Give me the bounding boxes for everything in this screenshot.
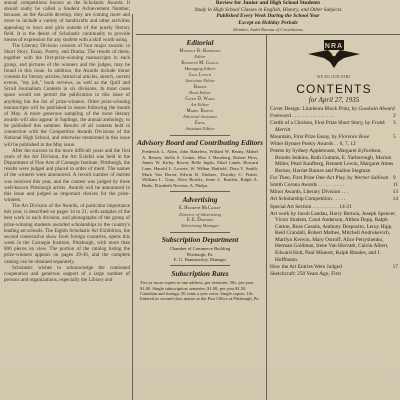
toc-entry[interactable]: 5 Mountain, First Prize Essay, by Florence Rose xyxy=(270,133,396,140)
masthead-tagline: Review for Junior and High School Students xyxy=(215,0,321,6)
logo-text: NRA xyxy=(324,43,344,50)
editorial-heading: Editorial xyxy=(186,38,214,47)
advertising-role: Director of Advertising xyxy=(179,211,221,217)
toc-entry[interactable] xyxy=(270,189,398,196)
subscription-line: E. G. Hammersley, Manager xyxy=(173,257,227,263)
toc-entry[interactable] xyxy=(270,148,398,174)
toc-entry-text: Poems by Sydney Appleboom, Margaret Eyfordson, Brooks Jenkins, Ruth Gumms, E. Yarborough, Marion Miller, Pearl Kaufberg, Rennett Lewin, Margaret Ames Becker, Harriet Barnes and Pauline Stegman xyxy=(270,148,394,174)
toc-entry-text: Smith Corona Awards . . . . . . . . . . xyxy=(270,182,344,189)
toc-entry-text: Minor Awards, Literary Division . . . xyxy=(270,189,349,196)
staff-name: Gwen D. Ward xyxy=(185,97,215,102)
staff-name: Edna xyxy=(195,121,205,126)
toc-entry-text: Art work by Jacob Landau, Harry Bertoia, Joseph Spencer, Victor Student, Carol Anderson, Althea Dopp, Ralph Cotton, Rose Cusatis, Anthony Desposito, Leroy Hipp, Reid Crandall, Robert Mathes, Mitchell Andrukevich, Marilyn Kerwin, Mary Ostroff, Alice Petryshenko, Herman Goldman, Irene Van Horvath, Calvin Albert, Edward Holt, Paul Mineart, Ralph Rhodes, and J. Hoffmann. xyxy=(270,210,397,263)
contents-date: for April 27, 1935 xyxy=(308,96,360,104)
advisory-board-names: Frederick L. Allen, John Bakeless, Willard W. Beatty, Mabel A. Bessey, Stella S. Center, Max J. Herzberg, Robert Hoss, James W. Kirby, Rewey Belle Inglis, Ethel Lamb, Howard Lane, Harold L. Lowrie, W. Wilbur Hatfield, Dora V. Smith, Mark Van Doren, Edwin R. Embree, Dorothy C. Fisher, William L. Gray, Alice Brooks, Irene L. Bartlett, Ralph A. Beals, Elizabeth Newton, A. Phelps. xyxy=(142,149,258,188)
masthead-published: Published Every Week During the School Year xyxy=(216,13,320,20)
toc-entry-text: For Then, First Prize One-Act Play, by xyxy=(270,175,353,182)
staff-role: Editor xyxy=(194,54,206,60)
toc-entry[interactable] xyxy=(270,196,398,203)
toc-entry[interactable] xyxy=(270,106,398,113)
advertising-name: E. Hildreth McCaskey xyxy=(179,206,221,212)
staff-name: Maurice R. Robinson xyxy=(179,49,221,54)
subscription-line: Chamber of Commerce Building xyxy=(169,246,231,252)
toc-entry-text: Art Scholarship Competition . . . . . xyxy=(270,196,346,203)
table-of-contents xyxy=(270,106,398,277)
masthead-member: Member, Audit Bureau of Circulations xyxy=(232,26,304,32)
staff-name: Jack Lynch xyxy=(188,73,212,78)
toc-entry-author: Florence Rose xyxy=(338,133,370,140)
toc-entry[interactable] xyxy=(270,271,398,278)
contents-title: CONTENTS xyxy=(296,82,372,96)
column-divider xyxy=(266,34,267,400)
subscription-line: Pittsburgh, Pa. xyxy=(186,251,214,257)
column-divider xyxy=(132,14,133,400)
staff-role: Managing Editor xyxy=(184,66,216,72)
toc-entry[interactable]: 3 Credit of a Chicken, First Prize Short Story, by Frank Merritt xyxy=(270,120,396,133)
toc-entry-text: How the Art Entries Were Judged xyxy=(270,263,342,270)
foreword-paragraph: The Art Division of the Awards, of particular importance this year, is described on pages 14 to 21, with samples of the best work in each division, and photographs of the group of prize-winning students awarded scholarships to the country's leading art schools. The Eighth Scholastic Art Exhibition, the second consecutive show from foreign countries, opens this week in the Carnegie Institute, Pittsburgh, with more than 800 pieces on view. The portion of the catalog listing the prize-winners appears on pages 29-30, and the complete catalog can be obtained separately. xyxy=(4,203,130,265)
staff-column xyxy=(136,38,264,400)
staff-name: Mabel Brown xyxy=(186,109,214,114)
section-divider xyxy=(170,232,230,233)
toc-entry[interactable] xyxy=(270,141,398,148)
staff-name: Harris xyxy=(193,85,207,90)
toc-entry[interactable]: 9 For Then, First Prize One-Act Play, by Werner Sullivan xyxy=(270,175,396,182)
toc-entry-text: Witter Bynner Poetry Awards . . 6, 7, 12 xyxy=(270,141,356,148)
contents-column xyxy=(270,38,398,400)
masthead xyxy=(136,0,400,35)
foreword-paragraph: Scholastic wishes to acknowledge the continued cooperation and generous support of a large number of persons and organizations, especially the Library and xyxy=(4,264,130,284)
staff-role: Editorial Assistant xyxy=(183,114,217,120)
toc-entry[interactable] xyxy=(270,204,398,211)
rates-text: Two or more copies to one address, per semester, 50c; per year $1.00. Single subscription, semester, $1.00; per year $1.50. Canadian and foreign, 50 cents a year extra. Single copies, 10c. Entered as second-class matter at the Post Office at Pittsburgh, Pa. xyxy=(140,280,260,302)
foreword-paragraph: The Literary Division consists of four major awards: in Short Story, Essay, Poetry, and Drama. The results of these, together with the first-prize-winning manuscripts in each group, and pictures of the winners and the judges, may be found in this issue. In addition, the Awards include minor contests for literary articles, historical articles, sketch, current events, "my job," book reviews, as well as the Quill and Scroll Journalism Contests in six divisions. In most cases space would not permit the publication in this issue of anything but the list of prize-winners. Other prize-winning manuscripts will be published in issues following the month of May. A more generous sampling of the more literary awards will also appear in Saplings, the annual anthology, to be published this summer. Results of all contests held in connection with the Competitive Awards Divisions of the National High School, and otherwise mentioned in this issue will be published in the May issue. xyxy=(4,43,130,148)
toc-entry-text: Credit of a Chicken, First Prize Short Story, by xyxy=(270,120,371,127)
toc-entry-text: Special Art Section . . . . . . . . . . 14-21 xyxy=(270,203,352,210)
logo-caption: WE DO OUR PART xyxy=(317,75,351,79)
toc-entry[interactable] xyxy=(270,211,398,263)
staff-role: Associate Editor xyxy=(185,78,215,84)
advisory-heading: Advisory Board and Contributing Editors xyxy=(136,138,264,148)
staff-role: Assistant Editor xyxy=(185,126,215,132)
masthead-except: Except on Holiday Periods xyxy=(238,19,298,26)
toc-entry-text: Sketchcraft: 250 Years Ago, First xyxy=(270,270,341,277)
toc-entry-text: Cover Design: Linoleum Block Print, by xyxy=(270,106,357,112)
section-divider xyxy=(170,265,230,266)
toc-entry-text: Foreword . . . . . . . . . . . . . . . . xyxy=(270,113,334,120)
toc-entry[interactable]: 2 Foreword . . . . . . . . . . . . . . . . xyxy=(270,113,396,120)
subscription-heading: Subscription Department xyxy=(161,235,239,245)
section-divider xyxy=(170,191,230,192)
foreword-column xyxy=(4,0,130,400)
rates-heading: Subscription Rates xyxy=(171,269,229,279)
staff-name: Kenneth M. Gould xyxy=(181,61,219,66)
staff-role: Book Editor xyxy=(189,90,211,96)
toc-entry[interactable] xyxy=(270,264,398,271)
foreword-paragraph: After the success in the more difficult years and the first years of the Art Division, the Art Exhibit was held in the Department of Fine Arts of Carnegie Institute, Pittsburgh, the results were judged and placed in order of merit. The names of the winners were announced. A record number of entries was received this year, and the contest was judged by three well-known Pittsburgh artists. Awards will be announced in this issue and judged as important choices for the prize-winners. xyxy=(4,147,130,203)
advertising-heading: Advertising xyxy=(182,195,218,205)
toc-entry-author: Goodwin Alward xyxy=(358,106,395,112)
advertising-name: E. E. Downing xyxy=(186,217,214,223)
foreword-paragraph: annual competitions known as the Scholastic Awards. It should really be called a Student Achievement Number, because, as the Awards develop, they are coming more and more to include a variety of handicrafts and other activities appealing to boys and girls outside of the purely literary field. It is the desire of Scholastic continually to provide means of expression for any student with a skill worth using. xyxy=(4,0,130,43)
section-divider xyxy=(170,135,230,136)
editorial-staff-list xyxy=(136,49,264,132)
toc-entry-text: Mountain, First Prize Essay, by xyxy=(270,133,338,140)
masthead-study-line: Study in High School Classes in English, History, and Other Subjects xyxy=(194,6,342,13)
toc-entry-author: Frank Merritt xyxy=(275,120,385,133)
advertising-role: Advertising Manager xyxy=(180,223,220,229)
staff-role: Art Editor xyxy=(190,102,210,108)
toc-entry[interactable] xyxy=(270,182,398,189)
toc-entry-author: Werner Sullivan xyxy=(354,175,389,182)
